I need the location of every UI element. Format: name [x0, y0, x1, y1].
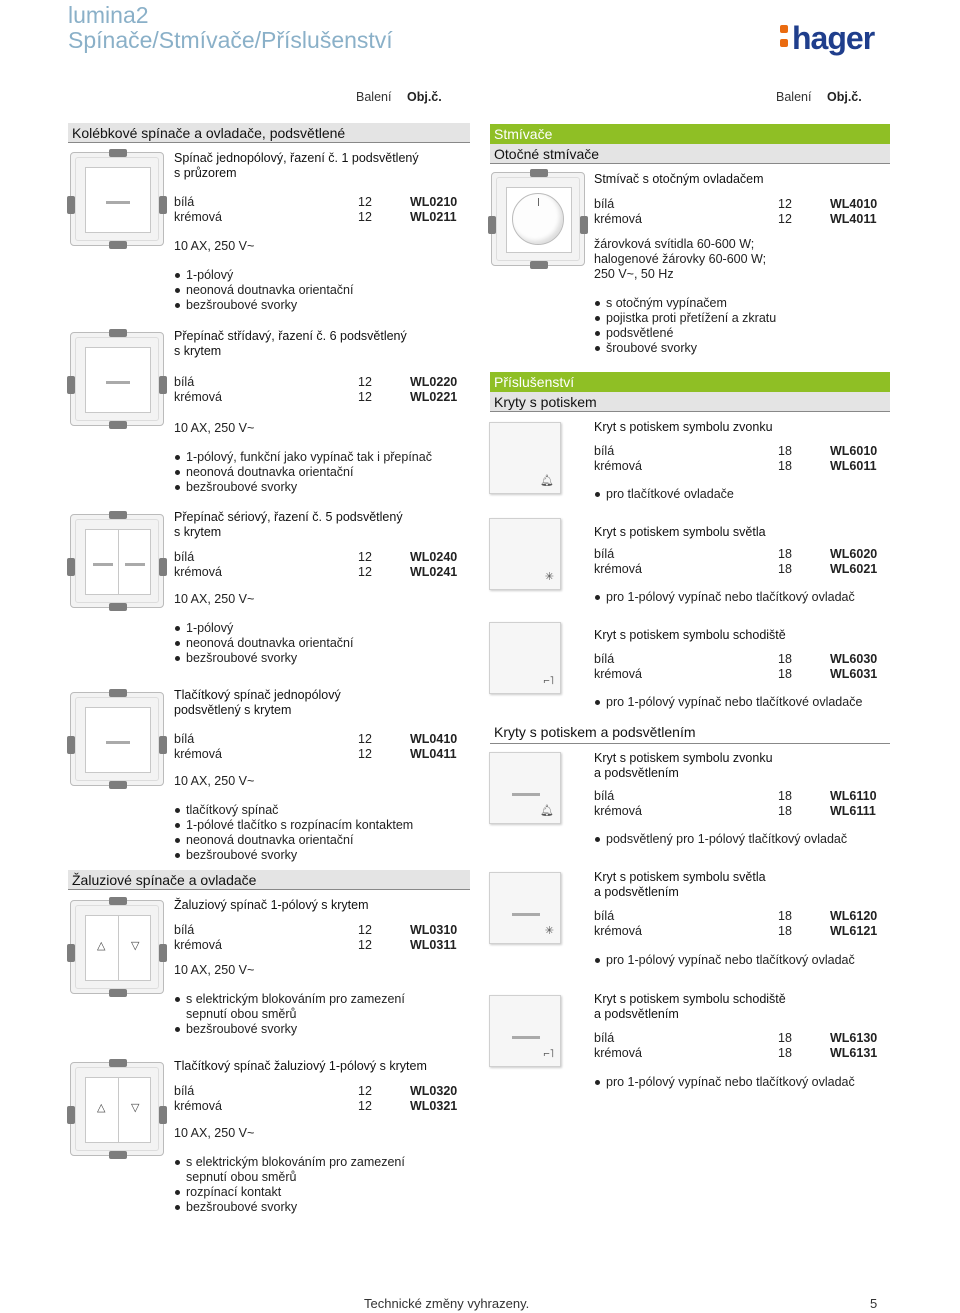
- feature: podsvětlené: [594, 326, 894, 341]
- product-WL4010: [594, 172, 894, 356]
- feature: neonová doutnavka orientační: [174, 833, 474, 848]
- variant-row: bílá 12 WL0210: [174, 195, 458, 209]
- feature: 1-pólový: [174, 268, 474, 283]
- product-WL6010: [594, 420, 894, 502]
- variant-row: bílá 18 WL6120: [594, 909, 878, 923]
- product-image-switch-4: [70, 692, 164, 786]
- variant-row: krémová 18 WL6121: [594, 924, 878, 938]
- bell-icon: 🔔︎: [540, 805, 554, 817]
- variant-row: bílá 12 WL0310: [174, 923, 458, 937]
- cover-image-stairs-lit: [489, 995, 561, 1067]
- cover-image-stairs: [489, 622, 561, 694]
- product-title: Kryt s potiskem symbolu světla: [594, 525, 766, 539]
- rating: 10 AX, 250 V~: [174, 963, 255, 977]
- up-arrow-icon: △: [97, 940, 106, 952]
- stairs-icon: ⌐˥: [543, 1048, 554, 1060]
- product-WL0310: [174, 898, 474, 1037]
- variant-row: bílá 12 WL0320: [174, 1084, 458, 1098]
- product-title: s krytem: [174, 344, 222, 358]
- feature: rozpínací kontakt: [174, 1185, 474, 1200]
- up-arrow-icon: △: [97, 1102, 106, 1114]
- product-title: Spínač jednopólový, řazení č. 1 podsvětlený: [174, 151, 419, 165]
- product-title: a podsvětlením: [594, 766, 679, 780]
- feature: 1-pólový, funkční jako vypínač tak i přepínač: [174, 450, 474, 465]
- product-title: s průzorem: [174, 166, 237, 180]
- product-title: Přepínač střídavý, řazení č. 6 podsvětlený: [174, 329, 407, 343]
- product-WL6120: [594, 870, 894, 968]
- variant-row: bílá 18 WL6020: [594, 547, 878, 561]
- product-title: podsvětlený s krytem: [174, 703, 292, 717]
- product-title: s krytem: [174, 525, 222, 539]
- product-title: Tlačítkový spínač žaluziový 1-pólový s krytem: [174, 1059, 427, 1073]
- load-spec: 250 V~, 50 Hz: [594, 267, 674, 281]
- load-spec: halogenové žárovky 60-600 W;: [594, 252, 767, 266]
- page-heading: Spínače/Stmívače/Příslušenství: [68, 27, 393, 53]
- feature: tlačítkový spínač: [174, 803, 474, 818]
- page-number: 5: [870, 1296, 878, 1311]
- product-image-switch-1: [70, 152, 164, 246]
- feature: neonová doutnavka orientační: [174, 636, 474, 651]
- rating: 10 AX, 250 V~: [174, 774, 255, 788]
- cover-image-bell: [489, 422, 561, 494]
- product-title: Kryt s potiskem symbolu schodiště: [594, 628, 786, 642]
- feature-continuation: sepnutí obou směrů: [186, 1007, 297, 1021]
- product-title: Tlačítkový spínač jednopólový: [174, 688, 341, 702]
- feature: pro 1-pólový vypínač nebo tlačítkové ovladače: [594, 695, 894, 710]
- variant-row: bílá 12 WL0220: [174, 375, 458, 389]
- variant-row: krémová 18 WL6131: [594, 1046, 878, 1060]
- feature: bezšroubové svorky: [174, 298, 474, 313]
- section-lit-covers: Kryty s potiskem a podsvětlením: [490, 722, 890, 744]
- product-title: Kryt s potiskem symbolu zvonku: [594, 420, 773, 434]
- variant-row: krémová 12 WL0311: [174, 938, 457, 952]
- feature: s otočným vypínačem: [594, 296, 894, 311]
- feature: neonová doutnavka orientační: [174, 283, 474, 298]
- product-title: Přepínač sériový, řazení č. 5 podsvětlený: [174, 510, 403, 524]
- variant-row: bílá 12 WL0240: [174, 550, 458, 564]
- bell-icon: 🔔︎: [540, 475, 554, 487]
- feature: pojistka proti přetížení a zkratu: [594, 311, 894, 326]
- feature: pro tlačítkové ovladače: [594, 487, 894, 502]
- down-arrow-icon: ▽: [131, 1102, 140, 1114]
- logo-text: hager: [792, 20, 875, 56]
- feature: bezšroubové svorky: [174, 480, 474, 495]
- product-title: Žaluziový spínač 1-pólový s krytem: [174, 898, 369, 912]
- variant-row: krémová 12 WL0411: [174, 747, 457, 761]
- variant-row: bílá 12 WL4010: [594, 197, 878, 211]
- hager-logo: [780, 18, 874, 58]
- rating: 10 AX, 250 V~: [174, 592, 255, 606]
- feature-continuation: sepnutí obou směrů: [186, 1170, 297, 1184]
- feature: pro 1-pólový vypínač nebo tlačítkový ovladač: [594, 953, 894, 968]
- product-image-switch-2: [70, 332, 164, 426]
- light-icon: ✳: [544, 571, 554, 583]
- feature: 1-pólové tlačítko s rozpínacím kontaktem: [174, 818, 474, 833]
- section-blind-switches: Žaluziové spínače a ovladače: [68, 870, 470, 890]
- variant-row: krémová 18 WL6021: [594, 562, 878, 576]
- product-WL0240: [174, 510, 474, 666]
- feature: s elektrickým blokováním pro zamezení: [174, 1155, 474, 1170]
- logo-dots-icon: [780, 25, 789, 47]
- cover-image-light: [489, 518, 561, 590]
- feature: bezšroubové svorky: [174, 848, 474, 863]
- feature: pro 1-pólový vypínač nebo tlačítkový ovladač: [594, 1075, 894, 1090]
- product-image-switch-3: [70, 514, 164, 608]
- rating: 10 AX, 250 V~: [174, 421, 255, 435]
- variant-row: krémová 18 WL6111: [594, 804, 876, 818]
- series-name: lumina2: [68, 2, 149, 28]
- variant-row: bílá 18 WL6030: [594, 652, 878, 666]
- product-WL6110: [594, 751, 894, 847]
- variant-row: bílá 18 WL6130: [594, 1031, 878, 1045]
- feature: bezšroubové svorky: [174, 651, 474, 666]
- cover-image-light-lit: [489, 872, 561, 944]
- product-title: Kryt s potiskem symbolu zvonku: [594, 751, 773, 765]
- down-arrow-icon: ▽: [131, 940, 140, 952]
- feature: podsvětlený pro 1-pólový tlačítkový ovladač: [594, 832, 894, 847]
- variant-row: bílá 18 WL6010: [594, 444, 878, 458]
- section-rotary-dimmers: Otočné stmívače: [490, 144, 890, 164]
- product-WL6030: [594, 628, 894, 710]
- feature: neonová doutnavka orientační: [174, 465, 474, 480]
- cover-image-bell-lit: [489, 752, 561, 824]
- rating: 10 AX, 250 V~: [174, 1126, 255, 1140]
- footer-note: Technické změny vyhrazeny.: [364, 1296, 530, 1311]
- product-title: Stmívač s otočným ovladačem: [594, 172, 764, 186]
- feature: šroubové svorky: [594, 341, 894, 356]
- variant-row: krémová 12 WL4011: [594, 212, 877, 226]
- col-obj: Obj.č.: [407, 90, 442, 104]
- feature: 1-pólový: [174, 621, 474, 636]
- feature: pro 1-pólový vypínač nebo tlačítkový ovladač: [594, 590, 894, 605]
- product-title: Kryt s potiskem symbolu schodiště: [594, 992, 786, 1006]
- variant-row: bílá 18 WL6110: [594, 789, 877, 803]
- variant-row: krémová 12 WL0321: [174, 1099, 458, 1113]
- product-image-dimmer: [491, 172, 585, 266]
- variant-row: krémová 18 WL6011: [594, 459, 877, 473]
- product-WL6130: [594, 992, 894, 1090]
- feature: s elektrickým blokováním pro zamezení: [174, 992, 474, 1007]
- rotary-knob-icon: [512, 193, 564, 245]
- product-image-blind-switch-1: [70, 900, 164, 994]
- product-WL6020: [594, 525, 894, 605]
- variant-row: krémová 12 WL0241: [174, 565, 458, 579]
- section-printed-covers: Kryty s potiskem: [490, 392, 890, 412]
- variant-row: bílá 12 WL0410: [174, 732, 458, 746]
- feature: bezšroubové svorky: [174, 1200, 474, 1215]
- stairs-icon: ⌐˥: [543, 675, 554, 687]
- light-icon: ✳: [544, 925, 554, 937]
- col-balení: Balení: [356, 90, 392, 104]
- product-title: a podsvětlením: [594, 885, 679, 899]
- product-image-blind-switch-2: [70, 1062, 164, 1156]
- product-WL0210: [174, 151, 474, 313]
- variant-row: krémová 12 WL0221: [174, 390, 458, 404]
- product-WL0410: [174, 688, 474, 863]
- rating: 10 AX, 250 V~: [174, 239, 255, 253]
- col-obj: Obj.č.: [827, 90, 862, 104]
- product-WL0220: [174, 329, 474, 495]
- section-rocker-switches: Kolébkové spínače a ovladače, podsvětlené: [68, 123, 470, 143]
- col-balení: Balení: [776, 90, 812, 104]
- variant-row: krémová 12 WL0211: [174, 210, 457, 224]
- product-title: Kryt s potiskem symbolu světla: [594, 870, 766, 884]
- product-WL0320: [174, 1059, 474, 1215]
- product-title: a podsvětlením: [594, 1007, 679, 1021]
- section-dimmers: Stmívače: [490, 124, 890, 144]
- variant-row: krémová 18 WL6031: [594, 667, 878, 681]
- feature: bezšroubové svorky: [174, 1022, 474, 1037]
- load-spec: žárovková svítidla 60-600 W;: [594, 237, 755, 251]
- section-accessories: Příslušenství: [490, 372, 890, 392]
